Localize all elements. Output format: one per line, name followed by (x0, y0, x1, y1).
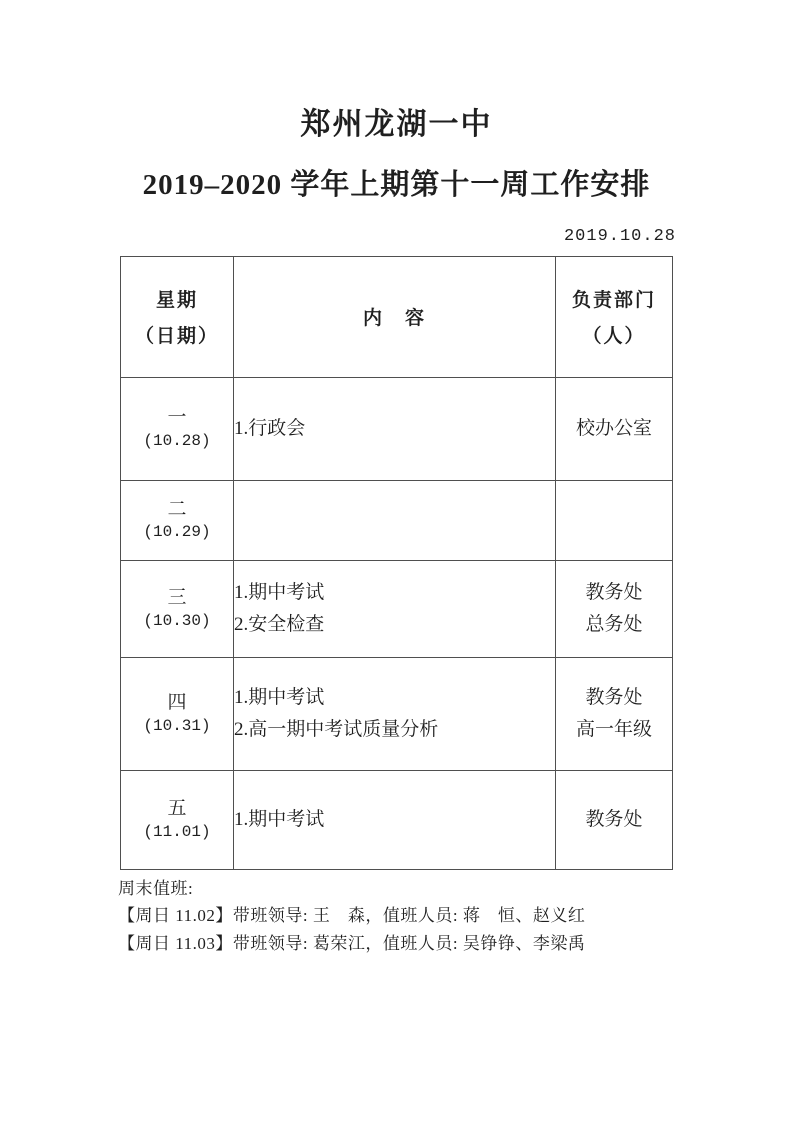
document-subtitle: 2019–2020 学年上期第十一周工作安排 (142, 168, 651, 201)
content-line: 2.安全检查 (234, 613, 325, 635)
content-line: 1.期中考试 (234, 686, 325, 708)
day-date-cell (121, 657, 234, 770)
document-date: 2019.10.28 (563, 226, 676, 246)
date-label: (10.29) (143, 523, 211, 542)
department-line: 总务处 (585, 613, 643, 635)
weekly-schedule-table (120, 256, 673, 870)
department-cell (556, 377, 673, 480)
header-dept-line2: （人） (582, 326, 646, 348)
content-line: 1.期中考试 (234, 808, 325, 830)
content-line: 1.行政会 (234, 417, 306, 439)
date-label: (11.01) (143, 822, 211, 841)
content-cell (234, 480, 556, 560)
content-line: 1.期中考试 (234, 581, 325, 603)
day-date-cell (121, 560, 234, 657)
content-cell (234, 560, 556, 657)
content-cell (234, 377, 556, 480)
weekend-duty-line-2: 【周日 11.03】带班领导: 葛荣江，值班人员: 吴铮铮、李梁禹 (118, 933, 586, 953)
department-cell (556, 657, 673, 770)
department-cell (556, 560, 673, 657)
day-date-cell (121, 377, 234, 480)
day-date-cell (121, 770, 234, 869)
table-row (121, 480, 673, 560)
header-day-date (121, 256, 234, 377)
department-line: 校办公室 (575, 417, 652, 439)
header-day-line1: 星期 (155, 290, 198, 312)
table-row (121, 377, 673, 480)
header-department (556, 256, 673, 377)
day-label: 四 (167, 692, 187, 714)
header-content-label: 内 容 (362, 308, 426, 330)
table-row (121, 657, 673, 770)
table-header-row (121, 256, 673, 377)
day-date-cell (121, 480, 234, 560)
header-dept-line1: 负责部门 (571, 290, 656, 312)
content-cell (234, 770, 556, 869)
department-line: 教务处 (585, 686, 643, 708)
weekend-duty-line-1: 【周日 11.02】带班领导: 王 森，值班人员: 蒋 恒、赵义红 (118, 906, 586, 926)
department-cell (556, 770, 673, 869)
header-content (234, 256, 556, 377)
department-cell (556, 480, 673, 560)
date-label: (10.31) (143, 716, 211, 735)
content-cell (234, 657, 556, 770)
department-line: 教务处 (585, 581, 643, 603)
day-label: 五 (167, 798, 187, 820)
day-label: 一 (167, 407, 187, 429)
department-line: 教务处 (585, 808, 643, 830)
date-label: (10.30) (143, 611, 211, 630)
weekend-duty-section (118, 875, 793, 958)
day-label: 三 (167, 587, 187, 609)
date-label: (10.28) (143, 431, 211, 450)
department-line: 高一年级 (575, 718, 652, 740)
header-day-line2: （日期） (134, 326, 219, 348)
weekend-duty-heading: 周末值班: (118, 878, 194, 898)
document-title: 郑州龙湖一中 (300, 108, 493, 141)
day-label: 二 (167, 498, 187, 520)
content-line: 2.高一期中考试质量分析 (234, 718, 439, 740)
table-row (121, 560, 673, 657)
table-row (121, 770, 673, 869)
